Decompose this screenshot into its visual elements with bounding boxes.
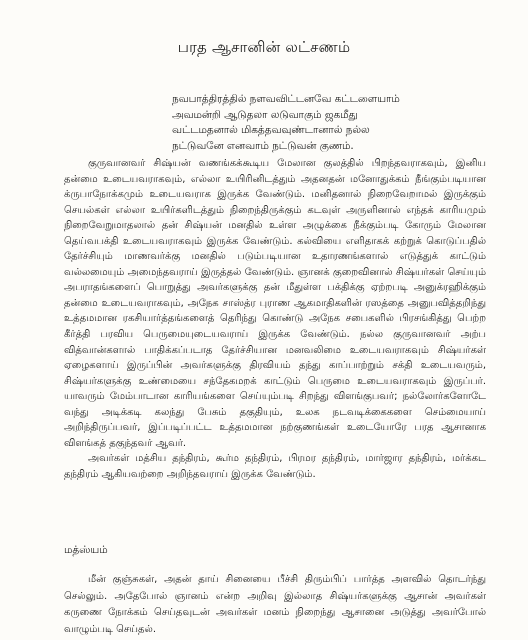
paragraph-guru-qualities: குருவானவர் சிஷ்யன் வணங்கக்கூடிய மேலான குலத்தில் பிறந்தவராகவும், இனிய தன்மை உடையவராகவும், எல்லா உயிரினிடத்தும் அதனதன் மனோதுக்கம் நீங்கும்படியான க்ருபாநோக்கமும் உடையவராக இருக்க வேண்டும். மனிதனால் நிறைவேறாமல் இருக்கும் செயல்கள் எல்லா உயிர்களிடத்தும் நிறைந்திருக்கும் கடவுள் அருளினால் எந்தக் காரியமும் நிறைவேறுமாதலால் தன் சிஷ்யன் மனதில் உள்ள அழுக்கை நீக்கும்படி கோரும் மேலான தெய்வபக்தி உடையவராகவும் இருக்க வேண்டும். கல்வியை எளிதாகக் கற்றுக் கொடுப்பதில் தேர்ச்சியும் மாணவர்க்கு மனதில் படும்படியான உதாரணங்களால் எடுத்துக் காட்டும் வல்லமையும் அமைந்தவராய் இருத்தல் வேண்டும். ஞானக் குறைவினால் சிஷ்யர்கள் செய்யும் அபராதங்களைப் பொறுத்து அவர்களுக்கு தன் மீதுள்ள பக்திக்கு ஏற்றபடி அனுக்ரஹிக்கும் தன்மை உடையவராகவும், அநேக சாஸ்த்ர புராண ஆகமாதிகளின் ரஸத்தை அனுபவித்தறிந்து உத்தமமான ரகசியார்த்தங்களைத் தெரிந்து கொண்டு அநேக சபைகளில் பிரசங்கித்து பெற்ற கீர்த்தி பரவிய பெருமையுடையவராய் இருக்க வேண்டும். நல்ல குருவானவர் அற்ப வித்வான்களால் பாதிக்கப்படாத தேர்ச்சியான மனவலிமை உடையவராகவும் சிஷ்யர்கள் ஏழைகளாய் இருப்பின் அவர்களுக்கு திரவியம் தந்து காப்பாற்றும் சக்தி உடையவரும், சிஷ்யர்களுக்கு உண்மையை சந்தேகமறக் காட்டும் பெருமை உடையவராகவும் இருப்பர். யாவரும் மேம்பாடான காரியங்களை செய்யும்படி சிறந்து விளங்குபவர்; நல்லோர்களோடே வந்து அடிக்கடி கலந்து பேசும் தகுதியும், உலக நடவடிக்கைகளை செம்மையாய் அறிந்திருப்பவர், இப்படிப்பட்ட உத்தமமான நற்குணங்கள் உடையோரே பரத ஆசானாக விளங்கத் தகுந்தவர் ஆவர். [64, 158, 486, 449]
verse-line: அவமன்றி ஆடுதலா லடுவாகும் ஜகமீது [172, 108, 358, 121]
section-heading: மத்ஸ்யம் [64, 544, 108, 556]
paragraph-matsyam: மீன் குஞ்சுகள், அதன் தாய் சினையை பீச்சி திரும்பிப் பார்த்த அளவில் தொடர்ந்து செல்லும். அதேபோல் ஞானம் என்ற அறிவு இல்லாத சிஷ்யர்களுக்கு ஆசான் அவர்கள் கருணை நோக்கம் செய்தவுடன் அவர்கள் மனம் நிறைந்து ஆசானை அடுத்து அவர்போல் வாழும்படி செய்தல். [64, 574, 486, 635]
paragraph-tantras: அவர்கள் மத்சிய தந்திரம், கூர்ம தந்திரம், பிரமர தந்திரம், மார்ஜார தந்திரம், மர்க்கட தந்திரம் ஆகியவற்றை அறிந்தவராய் இருக்க வேண்டும். [64, 453, 486, 480]
page-title: பரத ஆசானின் லட்சணம் [177, 38, 351, 56]
verse-block [172, 92, 502, 154]
verse-line: வட்டமதனால் மிகத்தவவுண்டானால் நல்ல [172, 124, 370, 136]
section-body [64, 572, 486, 638]
verse-line: நவபாத்திரத்தில் நளவவிட்டனவே கட்டளையாம் [172, 93, 400, 105]
body-text [64, 156, 486, 482]
verse-line: நட்டுவனே எனவாம் நட்டுவன் குணம். [172, 139, 354, 152]
